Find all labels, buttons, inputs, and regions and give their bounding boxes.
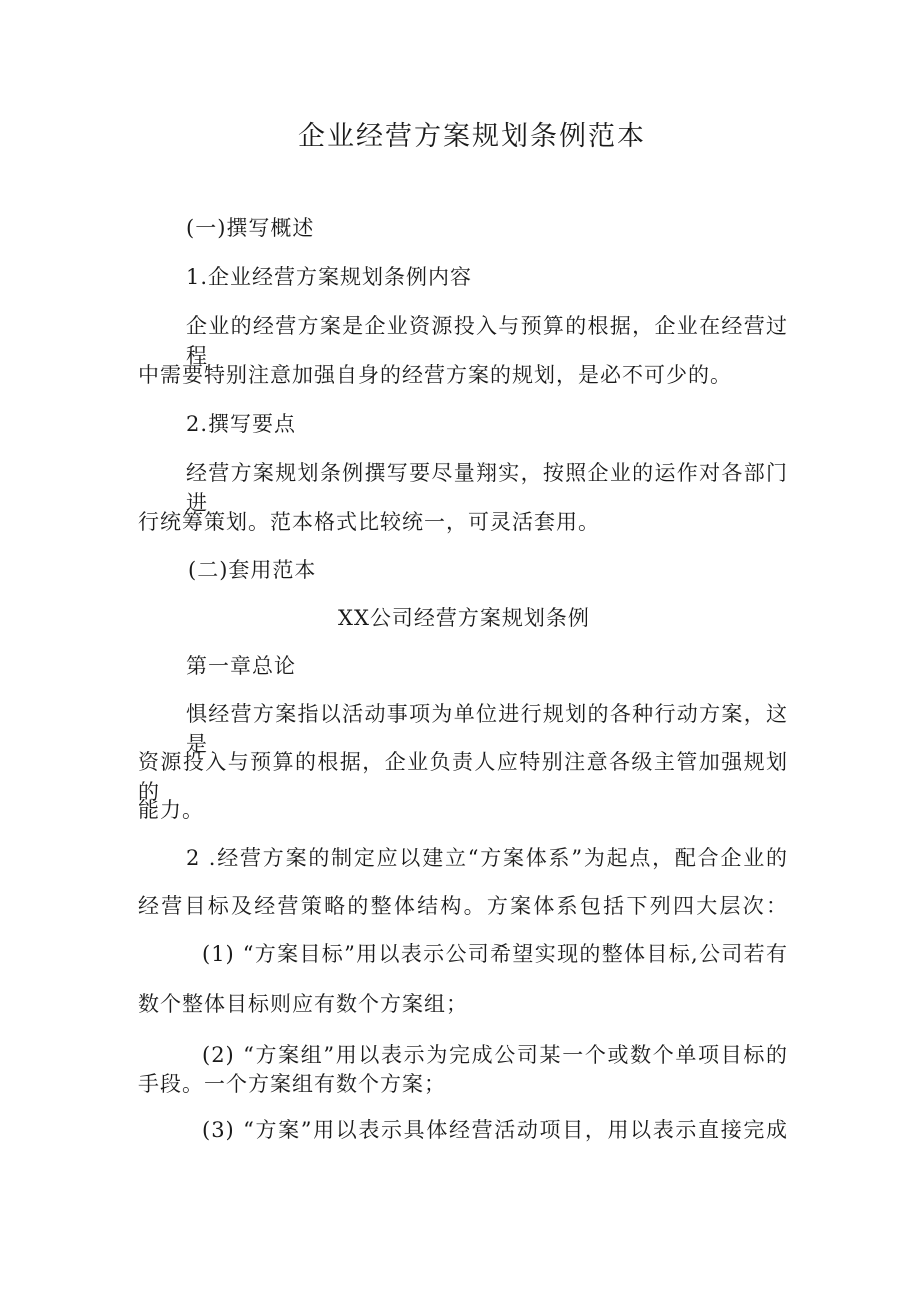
list-item-line: 手段。一个方案组有数个方案； bbox=[138, 1072, 446, 1096]
paragraph-line: 企业的经营方案是企业资源投入与预算的根据，企业在经营过程 bbox=[186, 314, 788, 368]
section-heading-template: (二)套用范本 bbox=[188, 558, 317, 582]
item-heading-content: 1.企业经营方案规划条例内容 bbox=[186, 265, 473, 289]
section-heading-overview: (一)撰写概述 bbox=[186, 216, 315, 240]
chapter-heading: 第一章总论 bbox=[186, 654, 296, 678]
paragraph-line: 2 .经营方案的制定应以建立“方案体系”为起点，配合企业的 bbox=[186, 846, 788, 870]
paragraph-line: 资源投入与预算的根据，企业负责人应特别注意各级主管加强规划的 bbox=[138, 750, 788, 804]
item-heading-key-points: 2.撰写要点 bbox=[186, 412, 297, 436]
list-item-line: (1) “方案目标”用以表示公司希望实现的整体目标,公司若有 bbox=[202, 942, 788, 966]
list-item-line: (3) “方案”用以表示具体经营活动项目，用以表示直接完成 bbox=[202, 1118, 788, 1142]
sample-title: XX公司经营方案规划条例 bbox=[338, 606, 590, 630]
list-item-line: (2) “方案组”用以表示为完成公司某一个或数个单项目标的 bbox=[202, 1043, 788, 1067]
paragraph-line: 中需要特别注意加强自身的经营方案的规划，是必不可少的。 bbox=[138, 363, 732, 387]
paragraph-line: 惧经营方案指以活动事项为单位进行规划的各种行动方案，这是 bbox=[186, 702, 788, 756]
document-title: 企业经营方案规划条例范本 bbox=[298, 121, 646, 152]
list-item-line: 数个整体目标则应有数个方案组； bbox=[138, 992, 468, 1016]
paragraph-line: 能力。 bbox=[138, 798, 204, 822]
paragraph-line: 经营目标及经营策略的整体结构。方案体系包括下列四大层次： bbox=[138, 894, 788, 918]
paragraph-line: 经营方案规划条例撰写要尽量翔实，按照企业的运作对各部门进 bbox=[186, 461, 788, 515]
paragraph-line: 行统筹策划。范本格式比较统一，可灵活套用。 bbox=[138, 510, 600, 534]
